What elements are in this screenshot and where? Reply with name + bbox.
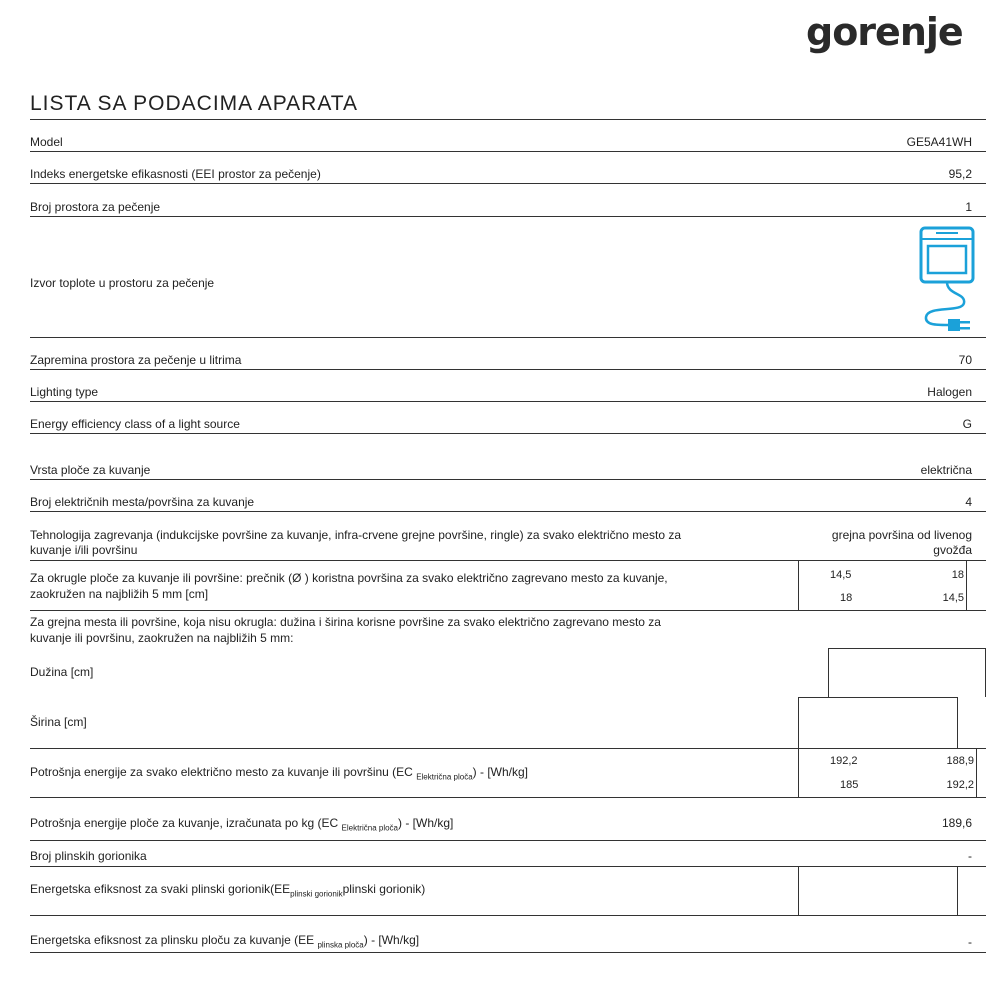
diameter-value: 14,5 [830, 569, 852, 581]
brand-logo: gorenje [806, 10, 963, 54]
model-value: GE5A41WH [906, 135, 972, 149]
divider [30, 401, 986, 402]
divider [30, 610, 986, 611]
technology-value: grejna površina od livenog [831, 528, 972, 542]
light-class-value: G [962, 417, 972, 431]
table-border [828, 648, 985, 649]
model-label: Model [30, 135, 63, 149]
divider [30, 748, 986, 749]
page-title: LISTA SA PODACIMA APARATA [30, 92, 359, 115]
table-border [957, 697, 958, 748]
gas-hob-label: Energetska efiksnost za plinsku ploču za kuvanje (EE $_{plinska ploča}$) - [Wh/kg] [30, 933, 420, 950]
eei-value: 95,2 [948, 167, 972, 181]
non-round-label: kuvanje ili površinu, zaokružen na najbližih 5 mm: [30, 631, 294, 645]
divider [30, 216, 986, 217]
divider [30, 479, 986, 480]
ec-zone-value: 188,9 [946, 755, 974, 767]
heat-source-label: Izvor toplote u prostoru za pečenje [30, 276, 215, 290]
light-class-label: Energy efficiency class of a light source [30, 417, 240, 431]
ec-zone-value: 192,2 [946, 779, 974, 791]
divider [30, 511, 986, 512]
table-border [798, 697, 958, 698]
volume-label: Zapremina prostora za pečenje u litrima [30, 353, 242, 367]
divider [30, 560, 986, 561]
zones-label: Broj električnih mesta/površina za kuvanje [30, 495, 255, 509]
gas-burners-value: - [968, 849, 972, 863]
divider [30, 337, 986, 338]
gas-burners-label: Broj plinskih gorionika [30, 849, 147, 863]
technology-label: kuvanje i/ili površinu [30, 543, 138, 557]
diameter-value: 18 [840, 592, 853, 604]
divider [30, 369, 986, 370]
table-border [798, 749, 799, 797]
table-border [976, 749, 977, 797]
ec-hob-value: 189,6 [941, 816, 972, 830]
cavities-label: Broj prostora za pečenje [30, 200, 161, 214]
divider [30, 915, 986, 916]
lighting-label: Lighting type [30, 385, 99, 399]
volume-value: 70 [958, 353, 972, 367]
diameter-value: 18 [951, 569, 964, 581]
width-label: Širina [cm] [30, 715, 87, 729]
gas-hob-value: - [968, 935, 972, 949]
divider [30, 952, 986, 953]
title-underline [30, 119, 986, 120]
ec-zone-value: 185 [840, 779, 859, 791]
hob-type-label: Vrsta ploče za kuvanje [30, 463, 151, 477]
table-border [798, 561, 799, 610]
zones-value: 4 [965, 495, 972, 509]
diameter-label: Za okrugle ploče za kuvanje ili površine: prečnik (Ø ) koristna površina za svako električno zagrevano mesto za kuvanje, [30, 571, 668, 585]
non-round-label: Za grejna mesta ili površine, koja nisu okrugla: dužina i širina korisne površine za svako električno zagrevano mesto za [30, 615, 661, 629]
ec-zone-label: Potrošnja energije za svako električno mesto za kuvanje ili površinu (EC $_{Električna ploča}$) - [Wh/kg] [30, 765, 529, 782]
table-border [985, 648, 986, 697]
divider [30, 183, 986, 184]
cavities-value: 1 [965, 200, 972, 214]
table-border [966, 561, 967, 610]
table-border [798, 697, 799, 748]
divider [30, 840, 986, 841]
electric-oven-plug-icon [918, 225, 976, 335]
eei-label: Indeks energetske efikasnosti (EEI prostor za pečenje) [30, 167, 321, 181]
lighting-value: Halogen [927, 385, 972, 399]
table-border [828, 648, 829, 697]
diameter-label: zaokružen na najbližih 5 mm [cm] [30, 587, 209, 601]
diameter-value: 14,5 [942, 592, 964, 604]
hob-type-value: električna [920, 463, 972, 477]
divider [30, 797, 986, 798]
gas-eff-label: Energetska efiksnost za svaki plinski $gorionik(EE_{plinski gorionik}plinski$ gorionik) [30, 882, 426, 899]
ec-zone-value: 192,2 [830, 755, 858, 767]
ec-hob-label: Potrošnja energije ploče za kuvanje, izračunata po kg (EC $_{Električna ploča}$) - [Wh/kg] [30, 816, 454, 833]
table-border [798, 867, 799, 915]
technology-label: Tehnologija zagrevanja (indukcijske površine za kuvanje, infra-crvene grejne površine, ringle) za svako električno mesto za [30, 528, 681, 542]
technology-value: gvožđa [933, 543, 972, 557]
divider [30, 433, 986, 434]
divider [30, 151, 986, 152]
divider [30, 866, 986, 867]
length-label: Dužina [cm] [30, 665, 94, 679]
table-border [957, 867, 958, 915]
